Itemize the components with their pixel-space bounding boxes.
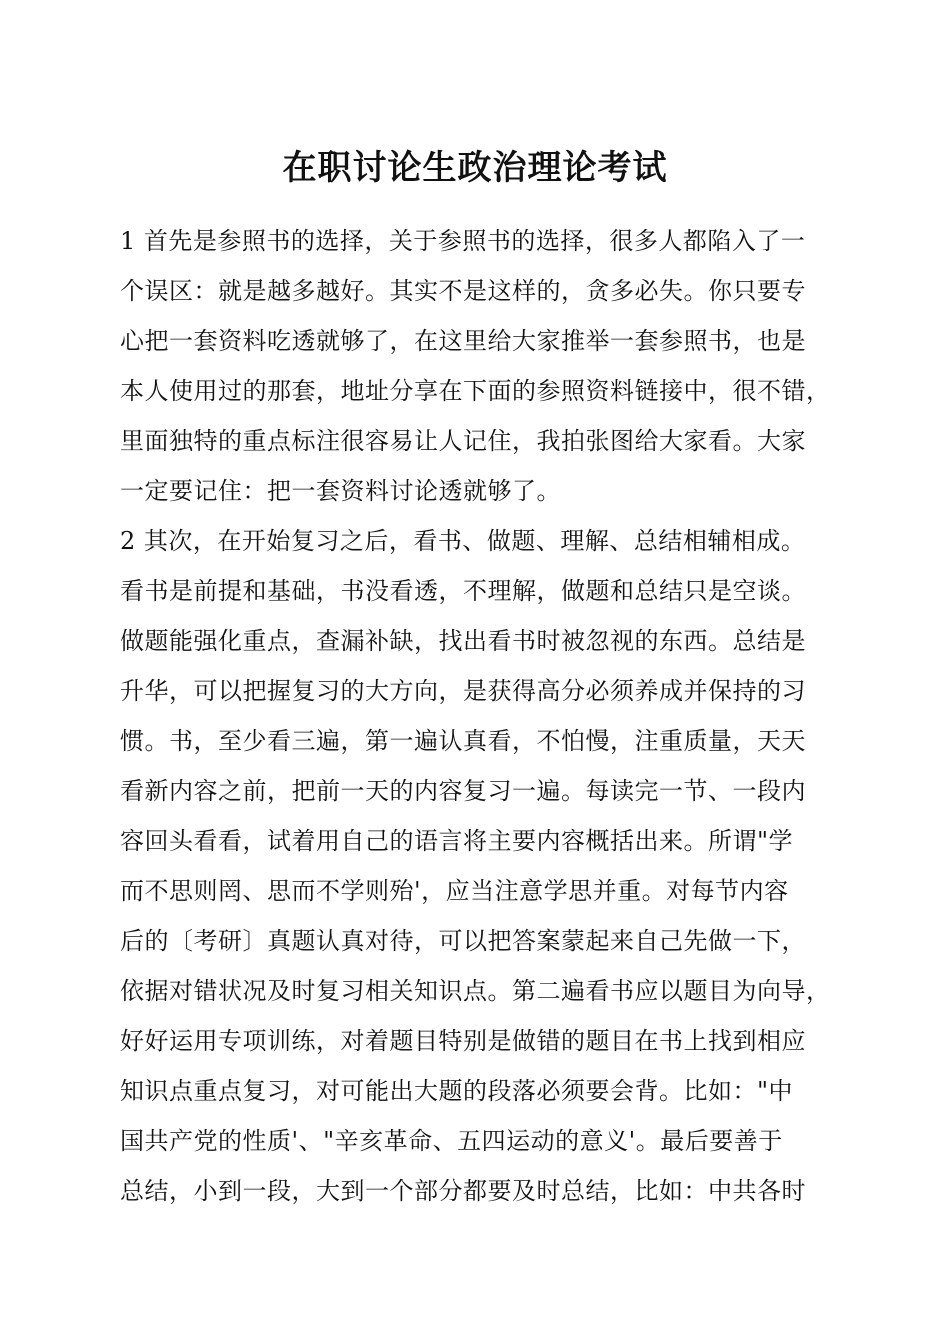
body-line: 心把一套资料吃透就够了，在这里给大家推举一套参照书，也是 — [120, 327, 806, 355]
body-line: 看新内容之前，把前一天的内容复习一遍。每读完一节、一段内 — [120, 777, 806, 805]
body-line: 容回头看看，试着用自己的语言将主要内容概括出来。所谓"学 — [120, 827, 794, 855]
body-line: 看书是前提和基础，书没看透，不理解，做题和总结只是空谈。 — [120, 577, 806, 605]
body-line: 总结，小到一段，大到一个部分都要及时总结，比如：中共各时 — [120, 1177, 806, 1205]
body-line: 本人使用过的那套，地址分享在下面的参照资料链接中，很不错， — [120, 377, 831, 405]
body-line: 1 首先是参照书的选择，关于参照书的选择，很多人都陷入了一 — [120, 227, 806, 255]
body-line: 做题能强化重点，查漏补缺，找出看书时被忽视的东西。总结是 — [120, 627, 806, 655]
body-line: 知识点重点复习，对可能出大题的段落必须要会背。比如："中 — [120, 1077, 794, 1105]
body-line: 后的〔考研〕真题认真对待，可以把答案蒙起来自己先做一下， — [120, 927, 806, 955]
document-title: 在职讨论生政治理论考试 — [282, 148, 668, 188]
body-line: 个误区：就是越多越好。其实不是这样的，贪多必失。你只要专 — [120, 277, 806, 305]
body-line: 好好运用专项训练，对着题目特别是做错的题目在书上找到相应 — [120, 1027, 806, 1055]
body-line: 一定要记住：把一套资料讨论透就够了。 — [120, 477, 561, 505]
body-line: 惯。书，至少看三遍，第一遍认真看，不怕慢，注重质量，天天 — [120, 727, 806, 755]
body-line: 而不思则罔、思而不学则殆'，应当注意学思并重。对每节内容 — [120, 877, 789, 905]
body-line: 升华，可以把握复习的大方向，是获得高分必须养成并保持的习 — [120, 677, 806, 705]
body-line: 国共产党的性质'、"辛亥革命、五四运动的意义'。最后要善于 — [120, 1127, 783, 1155]
body-line: 依据对错状况及时复习相关知识点。第二遍看书应以题目为向导， — [120, 977, 831, 1005]
body-line: 2 其次，在开始复习之后，看书、做题、理解、总结相辅相成。 — [120, 527, 806, 555]
body-line: 里面独特的重点标注很容易让人记住，我拍张图给大家看。大家 — [120, 427, 806, 455]
